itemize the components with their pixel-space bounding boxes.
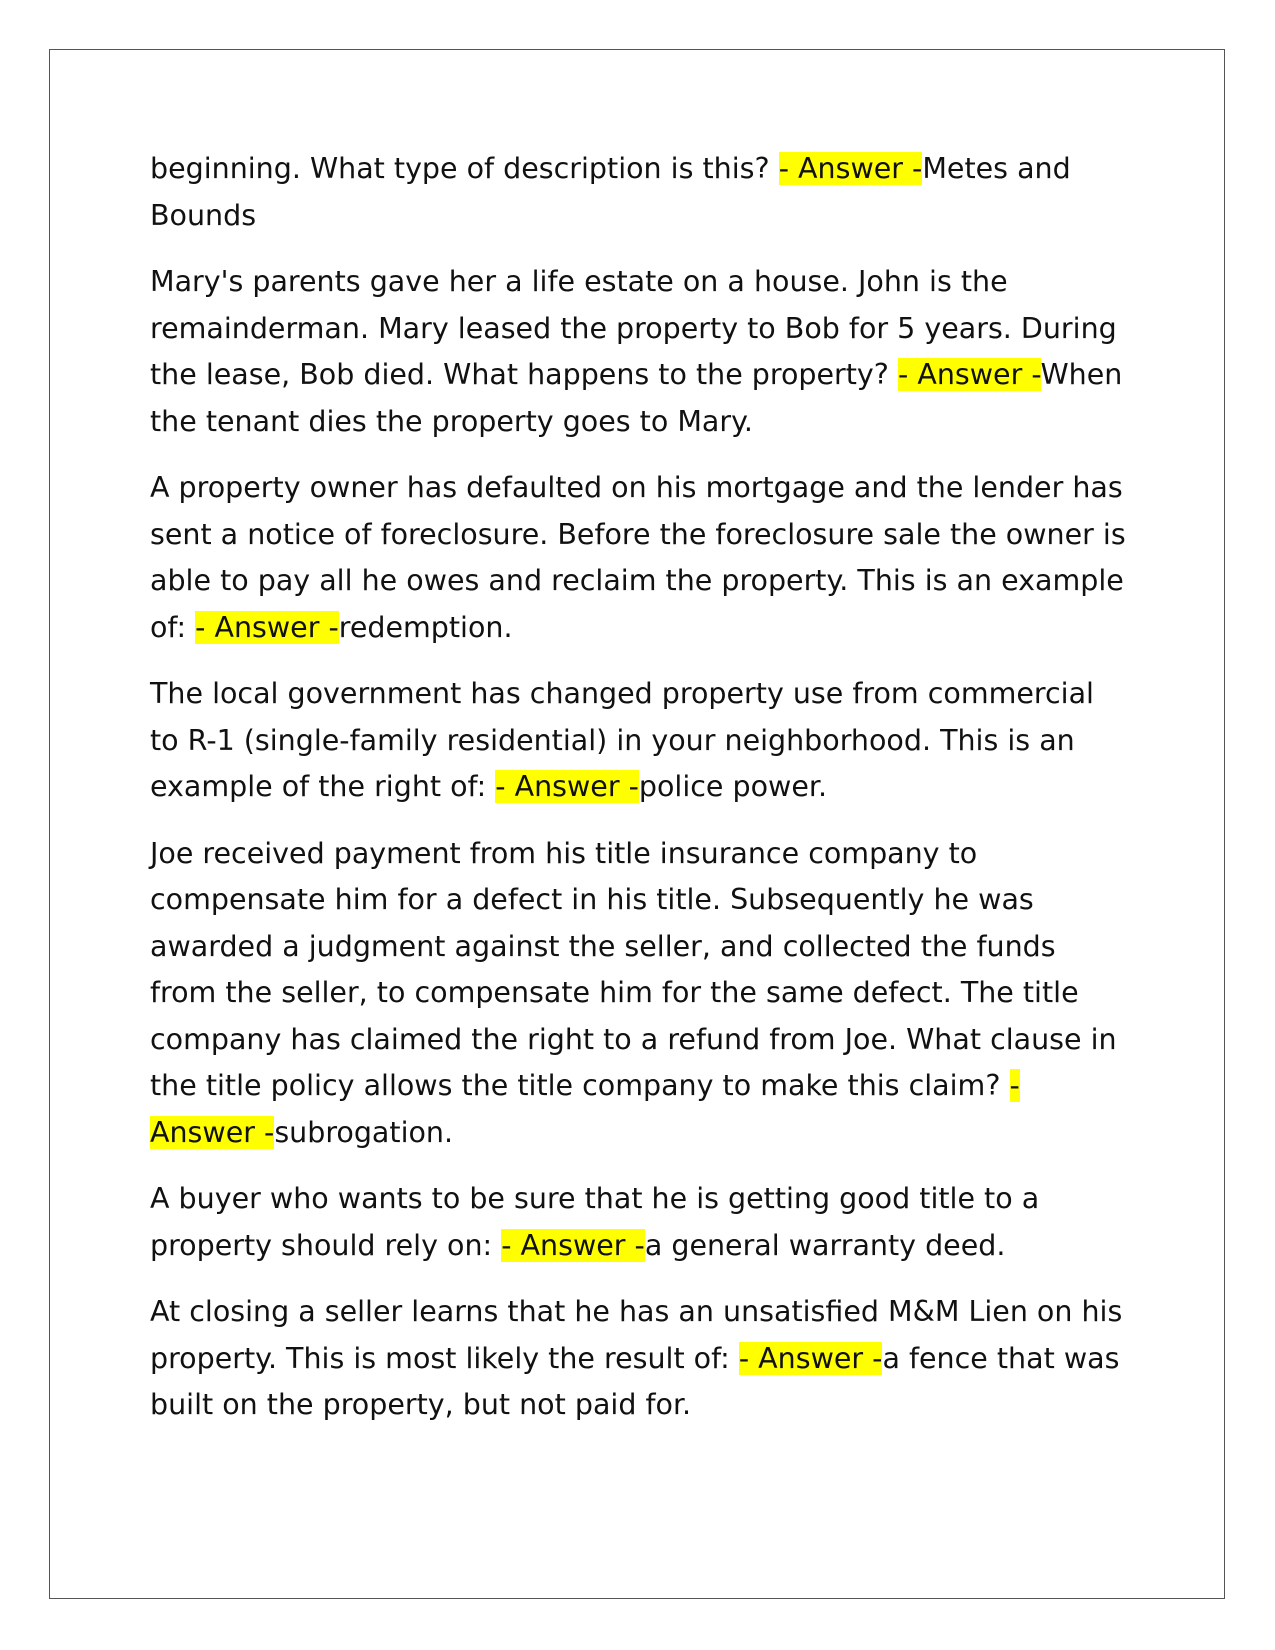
question-text: The local government has changed property use from commercial to R-1 (single-family residential) in your neighborhood. This is an example of the right of:	[150, 677, 1094, 803]
answer-text: subrogation.	[274, 1115, 454, 1149]
qa-item	[150, 831, 1130, 1157]
question-text: Joe received payment from his title insurance company to compensate him for a defect in his title. Subsequently he was awarded a judgment against the seller, and collected the funds from the seller, to compensate him for the same defect. The title company has claimed the right to a refund from Joe. What clause in the title policy allows the title company to make this claim?	[150, 836, 1117, 1102]
qa-item	[150, 671, 1130, 811]
qa-item	[150, 146, 1130, 239]
answer-text: a general warranty deed.	[644, 1228, 1006, 1262]
answer-marker: - Answer -	[898, 358, 1041, 391]
answer-marker: - Answer -	[195, 610, 339, 644]
answer-marker: - Answer -	[738, 1341, 883, 1375]
answer-text: a fence that was built on the property, but not paid for.	[150, 1341, 1120, 1421]
question-text: beginning. What type of description is this?	[150, 152, 770, 185]
qa-item	[150, 1289, 1130, 1429]
qa-item	[150, 465, 1130, 651]
answer-text: police power.	[638, 770, 828, 803]
answer-marker: - Answer -	[778, 152, 923, 185]
answer-marker: - Answer -	[495, 770, 639, 803]
document-body	[150, 146, 1130, 1449]
answer-text: When the tenant dies the property goes to Mary.	[150, 358, 1123, 438]
answer-text: Metes and Bounds	[150, 152, 1071, 232]
question-text: Mary's parents gave her a life estate on a house. John is the remainderman. Mary leased the property to Bob for 5 years. During the lease, Bob died. What happens to the property?	[150, 265, 1117, 391]
question-text: At closing a seller learns that he has an unsatisfied M&M Lien on his property. This is most likely the result of:	[150, 1295, 1123, 1375]
qa-item	[150, 1176, 1130, 1269]
answer-marker: - Answer -	[501, 1228, 645, 1262]
question-text: A buyer who wants to be sure that he is getting good title to a property should rely on:	[150, 1182, 1040, 1262]
qa-item	[150, 259, 1130, 445]
answer-text: redemption.	[338, 610, 513, 644]
answer-marker: - Answer -	[150, 1069, 1020, 1149]
question-text: A property owner has defaulted on his mortgage and the lender has sent a notice of foreclosure. Before the foreclosure sale the owner is able to pay all he owes and reclaim the property. This is an example of:	[150, 471, 1126, 644]
